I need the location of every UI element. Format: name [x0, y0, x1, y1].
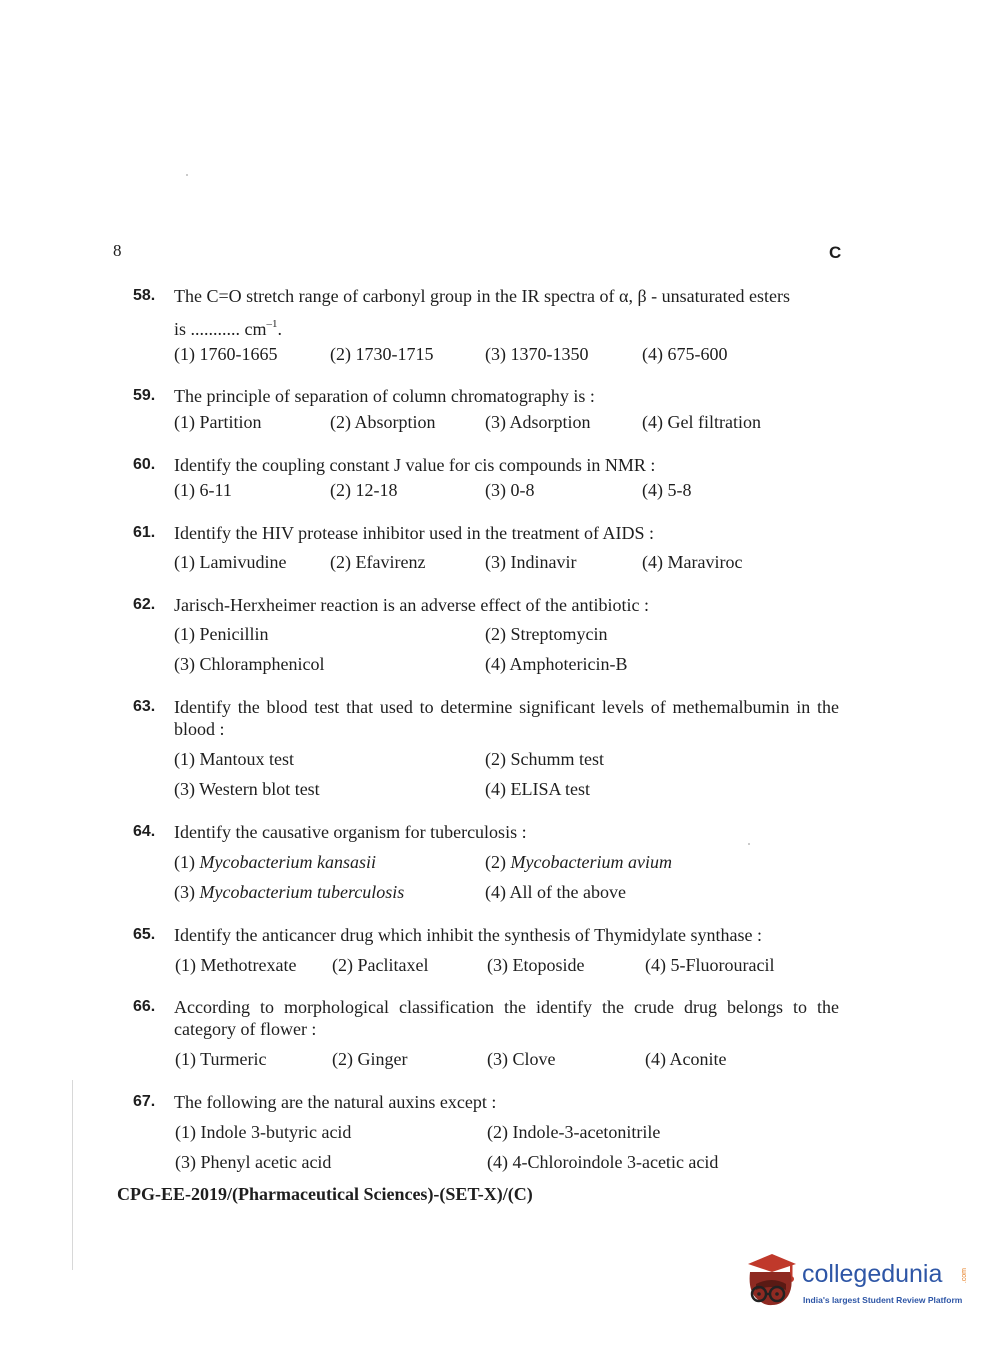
option-4: (4) Gel filtration [642, 412, 761, 432]
option-4: (4) ELISA test [485, 779, 590, 799]
mascot-icon [742, 1250, 800, 1310]
question-number: 62. [133, 596, 156, 613]
question-text: Identify the blood test that used to determine significant levels of methemalbumin in the blood : [174, 697, 839, 739]
collegedunia-logo[interactable] [742, 1248, 972, 1318]
question-text: The C=O stretch range of carbonyl group in the IR spectra of α, β - unsaturated esters is ........... $cm^{-1}$. [174, 286, 791, 339]
option-2: (2) 1730-1715 [330, 344, 434, 364]
option-3: (3) Chloramphenicol [174, 654, 325, 674]
option-4: (4) 5-8 [642, 480, 692, 500]
question-number: 61. [133, 524, 156, 541]
option-1: (1) Methotrexate [175, 955, 297, 975]
option-1: (1) Lamivudine [174, 552, 287, 572]
option-1: (1) Mantoux test [174, 749, 294, 769]
page-number: 8 [113, 241, 122, 260]
question-text: The following are the natural auxins except : [174, 1092, 497, 1112]
option-3: (3) Clove [487, 1049, 556, 1069]
question-text: According to morphological classification the identify the crude drug belongs to the category of flower : [174, 997, 839, 1039]
question-number: 64. [133, 823, 156, 840]
option-3: (3) Western blot test [174, 779, 320, 799]
option-1: (1) 1760-1665 [174, 344, 278, 364]
option-3: (3) Indinavir [485, 552, 577, 572]
option-3: (3) Etoposide [487, 955, 585, 975]
question-number: 58. [133, 287, 156, 304]
option-2: (2) Absorption [330, 412, 436, 432]
footer-exam-code: CPG-EE-2019/(Pharmaceutical Sciences)-(SET-X)/(C) [117, 1184, 533, 1204]
question-text: Identify the anticancer drug which inhibit the synthesis of Thymidylate synthase : [174, 925, 763, 945]
option-4: (4) 675-600 [642, 344, 728, 364]
scan-speck [186, 174, 188, 176]
margin-line [72, 1080, 73, 1270]
option-3: (3) 0-8 [485, 480, 535, 500]
question-number: 66. [133, 998, 156, 1015]
question-number: 65. [133, 926, 156, 943]
option-3: (3) Adsorption [485, 412, 591, 432]
option-2: (2) Ginger [332, 1049, 408, 1069]
option-2: (2) Efavirenz [330, 552, 426, 572]
question-text: Identify the HIV protease inhibitor used in the treatment of AIDS : [174, 523, 655, 543]
option-4: (4) Amphotericin-B [485, 654, 628, 674]
option-1: (1) 6-11 [174, 480, 232, 500]
question-number: 60. [133, 456, 156, 473]
question-text: The principle of separation of column chromatography is : [174, 386, 595, 406]
option-2: (2) 12-18 [330, 480, 398, 500]
question-number: 63. [133, 698, 156, 715]
question-number: 59. [133, 387, 156, 404]
option-4: (4) All of the above [485, 882, 626, 902]
question-number: 67. [133, 1093, 156, 1110]
option-4: (4) 4-Chloroindole 3-acetic acid [487, 1152, 719, 1172]
option-2: (2) Streptomycin [485, 624, 608, 644]
option-4: (4) Maraviroc [642, 552, 743, 572]
option-2: (2) Indole-3-acetonitrile [487, 1122, 661, 1142]
option-3: (3) Phenyl acetic acid [175, 1152, 332, 1172]
option-4: (4) Aconite [645, 1049, 727, 1069]
question-text: Identify the causative organism for tuberculosis : [174, 822, 527, 842]
option-3: (3) 1370-1350 [485, 344, 589, 364]
option-1: (1) Mycobacterium kansasii [174, 852, 376, 872]
scan-speck [748, 843, 750, 845]
option-2: (2) Schumm test [485, 749, 604, 769]
logo-domain: .com [961, 1268, 968, 1284]
option-1: (1) Partition [174, 412, 262, 432]
option-3: (3) Mycobacterium tuberculosis [174, 882, 405, 902]
option-1: (1) Penicillin [174, 624, 269, 644]
option-4: (4) 5-Fluorouracil [645, 955, 775, 975]
question-text: Identify the coupling constant J value for cis compounds in NMR : [174, 455, 656, 475]
set-code: C [829, 243, 842, 262]
option-2: (2) Paclitaxel [332, 955, 429, 975]
option-2: (2) Mycobacterium avium [485, 852, 672, 872]
logo-wordmark: collegedunia [802, 1260, 943, 1288]
option-1: (1) Turmeric [175, 1049, 267, 1069]
option-1: (1) Indole 3-butyric acid [175, 1122, 352, 1142]
logo-tagline: India's largest Student Review Platform [803, 1295, 963, 1305]
question-text: Jarisch-Herxheimer reaction is an adverse effect of the antibiotic : [174, 595, 649, 615]
